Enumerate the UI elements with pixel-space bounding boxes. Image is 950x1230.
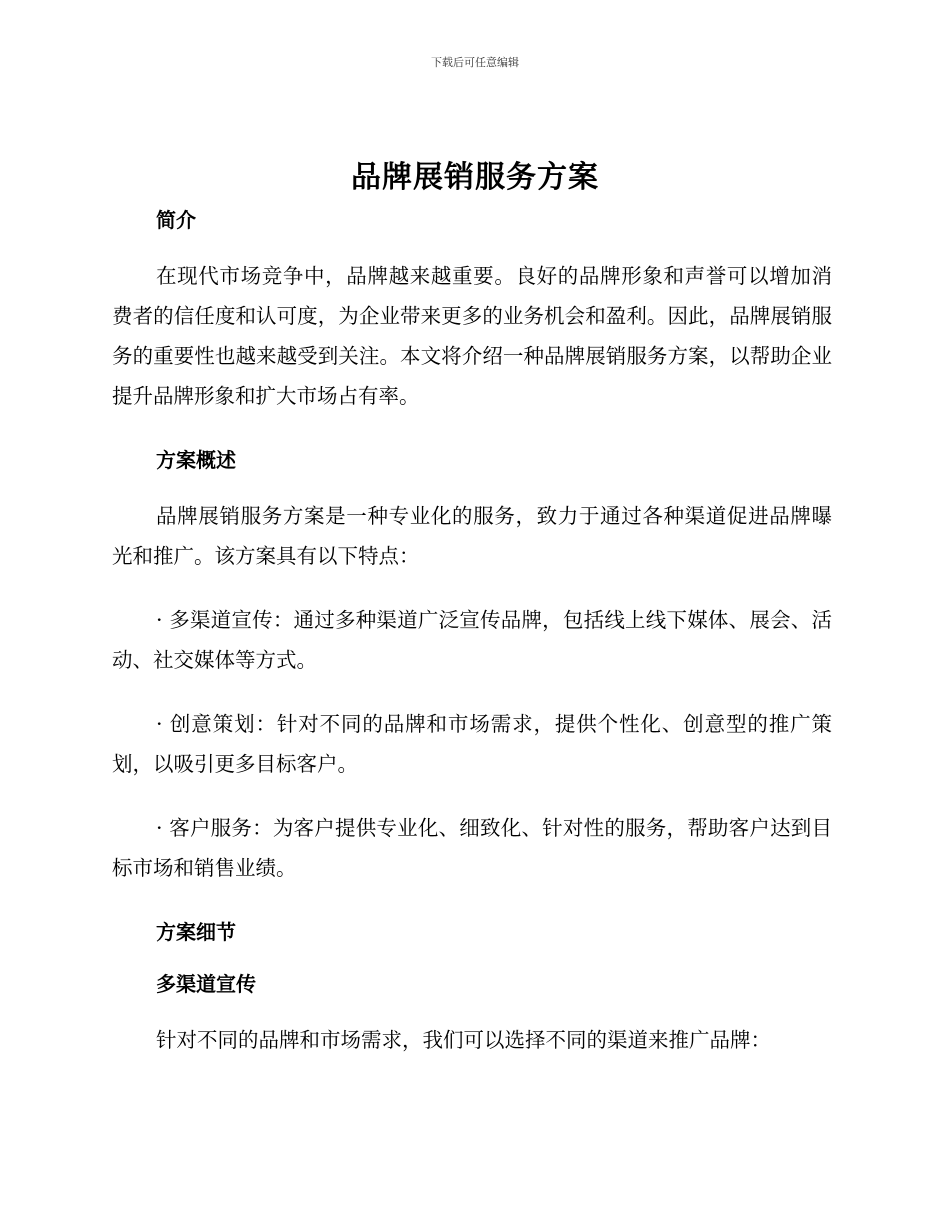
bullet-service: · 客户服务：为客户提供专业化、细致化、针对性的服务，帮助客户达到目标市场和销售业绩。: [112, 816, 832, 880]
intro-paragraph: 在现代市场竞争中，品牌越来越重要。良好的品牌形象和声誉可以增加消费者的信任度和认可度，为企业带来更多的业务机会和盈利。因此，品牌展销服务的重要性也越来越受到关注。本文将介绍一种品牌展销服务方案，以帮助企业提升品牌形象和扩大市场占有率。: [112, 264, 832, 408]
details-heading: 方案细节: [156, 920, 236, 944]
intro-heading: 简介: [156, 208, 196, 232]
bullet-creative: · 创意策划：针对不同的品牌和市场需求，提供个性化、创意型的推广策划，以吸引更多目标客户。: [112, 712, 832, 776]
document-body: [112, 204, 832, 1060]
header-note: 下载后可任意编辑: [431, 56, 519, 69]
bullet-multichannel: · 多渠道宣传：通过多种渠道广泛宣传品牌，包括线上线下媒体、展会、活动、社交媒体等方式。: [112, 608, 832, 672]
multichannel-paragraph: 针对不同的品牌和市场需求，我们可以选择不同的渠道来推广品牌：: [156, 1028, 771, 1052]
document-title: 品牌展销服务方案: [351, 160, 599, 195]
multichannel-heading: 多渠道宣传: [156, 972, 256, 996]
overview-heading: 方案概述: [156, 448, 236, 472]
overview-paragraph: 品牌展销服务方案是一种专业化的服务，致力于通过各种渠道促进品牌曝光和推广。该方案具有以下特点：: [112, 504, 832, 568]
